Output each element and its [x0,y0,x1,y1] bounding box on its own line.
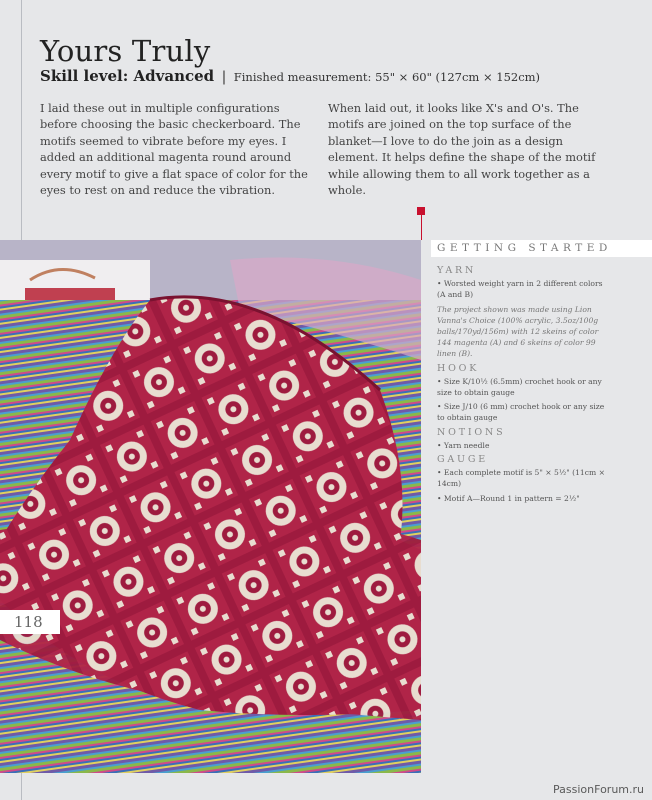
yarn-note: The project shown was made using Lion Vanna's Choice (100% acrylic, 3.5oz/100g balls/170yd/156m) with 12 skeins of color 144 magenta (A) and 6 skeins of color 99 linen (B). [437,304,599,359]
hook-heading: HOOK [437,362,480,374]
intro-left-column: I laid these out in multiple configurations before choosing the basic checkerboard. The motifs seemed to vibrate before my eyes. I added an additional magenta round around every motif to give a flat space of color for the eyes to rest on and reduce the vibration. [40,101,308,198]
gauge-item-1: • Each complete motif is 5" × 5½" (11cm × 14cm) [437,468,605,489]
skill-level: Skill level: Advanced [40,67,215,85]
page-number-tab [0,610,60,634]
notions-heading: NOTIONS [437,426,506,438]
accent-line [421,211,422,240]
getting-started-panel [437,262,612,507]
hook-item-1: • Size K/10½ (6.5mm) crochet hook or any size to obtain gauge [437,376,602,398]
subtitle-line [40,67,540,85]
separator: | [221,69,227,85]
finished-measurement: Finished measurement: 55" × 60" (127cm × 152cm) [233,70,541,84]
getting-started-title: GETTING STARTED [437,242,612,254]
blanket-illustration [0,240,421,773]
page-number: 118 [14,613,43,631]
page-title: Yours Truly [40,34,211,68]
yarn-heading: YARN [437,265,477,276]
intro-right-column: When laid out, it looks like X's and O's. The motifs are joined on the top surface of the blanket—I love to do the join as a design element. It helps define the shape of the motif while allowing them to all work together as a whole. [328,101,596,198]
gauge-item-2: • Motif A—Round 1 in pattern = 2½" [437,493,580,503]
yarn-item: • Worsted weight yarn in 2 different colors (A and B) [437,279,603,300]
blanket-photo [0,240,421,773]
hook-item-2: • Size J/10 (6 mm) crochet hook or any size to obtain gauge [437,402,605,423]
notions-item: • Yarn needle [437,440,490,450]
gauge-heading: GAUGE [437,454,488,466]
watermark: PassionForum.ru [553,783,644,796]
